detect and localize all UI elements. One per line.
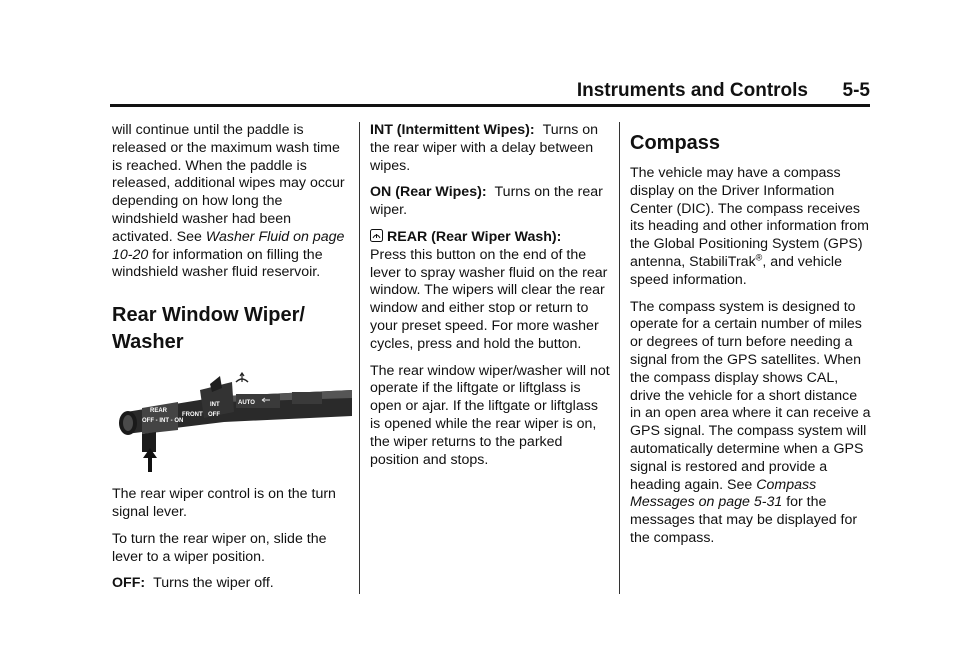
on-label: ON (Rear Wipes):: [370, 184, 487, 201]
paragraph-compass-system: The compass system is designed to operate for a certain number of miles or degrees of turn before needing a signal from the GPS satellites. When the compass display shows CAL, drive the vehicle for a short distance in an open area where it can receive a GPS signal. The compass system will automatically determine when a GPS signal is restored and provide a heading again. See Compass Messages on page 5-31 for the messages that may be displayed for the compass.: [630, 298, 871, 546]
column-divider: [619, 122, 620, 594]
figure-label-int: INT: [210, 402, 220, 409]
page-number: 5-5: [842, 80, 870, 101]
figure-label-rear: REAR: [150, 408, 168, 415]
figure-label-modes: OFF - INT - ON: [142, 418, 184, 425]
column-divider: [359, 122, 360, 594]
int-label: INT (Intermittent Wipes):: [370, 122, 535, 138]
paragraph-on-mode: ON (Rear Wipes): Turns on the rear wiper.: [370, 184, 603, 219]
rear-wash-label: REAR (Rear Wiper Wash):: [387, 228, 562, 245]
wiper-lever-illustration: [112, 372, 352, 476]
figure-label-off: OFF: [208, 412, 220, 419]
section-heading-rear-wiper: Rear Window Wiper/ Washer: [112, 304, 305, 354]
column-3: [630, 122, 872, 557]
section-heading-compass: Compass: [630, 132, 721, 154]
figure-label-front: FRONT: [182, 412, 203, 419]
figure-label-auto: AUTO: [238, 400, 255, 407]
paragraph-compass-display: The vehicle may have a compass display on the Driver Information Center (DIC). The compass receives its heading and other information from the Global Positioning System (GPS) antenna, StabiliTrak®, and vehicle speed information.: [630, 165, 869, 288]
section-title: Instruments and Controls: [576, 80, 808, 101]
paragraph-int-mode: INT (Intermittent Wipes): Turns on the rear wiper with a delay between wipes.: [370, 122, 599, 174]
column-1: [112, 122, 352, 602]
cross-reference-link[interactable]: Washer Fluid on page 10-20: [112, 228, 345, 263]
continuation-paragraph: will continue until the paddle is released or the maximum wash time is reached. When the paddle is released, additional wipes may occur depending on how long the windshield washer had been activated. See Washer Fluid on page 10-20 for information on filling the windshield washer fluid reservoir.: [112, 122, 345, 281]
off-label: OFF:: [112, 575, 146, 592]
paragraph-inoperative: The rear window wiper/washer will not operate if the liftgate or liftglass is open or ajar. If the liftgate or liftglass is opened while the rear wiper is on, the wiper returns to the parked position and stops.: [370, 362, 610, 468]
paragraph-rear-wash: REAR (Rear Wiper Wash): Press this button on the end of the lever to spray washer fluid on the rear window. The wipers will clear the rear window and either stop or return to your preset speed. For more washer cycles, press and hold the button.: [370, 228, 608, 352]
paragraph-turn-on: To turn the rear wiper on, slide the lever to a wiper position.: [112, 530, 327, 565]
paragraph-off-mode: OFF: Turns the wiper off.: [112, 575, 274, 592]
cross-reference-link[interactable]: Compass Messages on page 5-31: [630, 476, 817, 511]
column-2: [370, 122, 610, 478]
running-header: [110, 80, 870, 104]
paragraph-control-location: The rear wiper control is on the turn signal lever.: [112, 486, 336, 520]
header-rule: [110, 104, 870, 107]
registered-mark: ®: [755, 252, 763, 263]
rear-washer-icon: [370, 229, 383, 242]
